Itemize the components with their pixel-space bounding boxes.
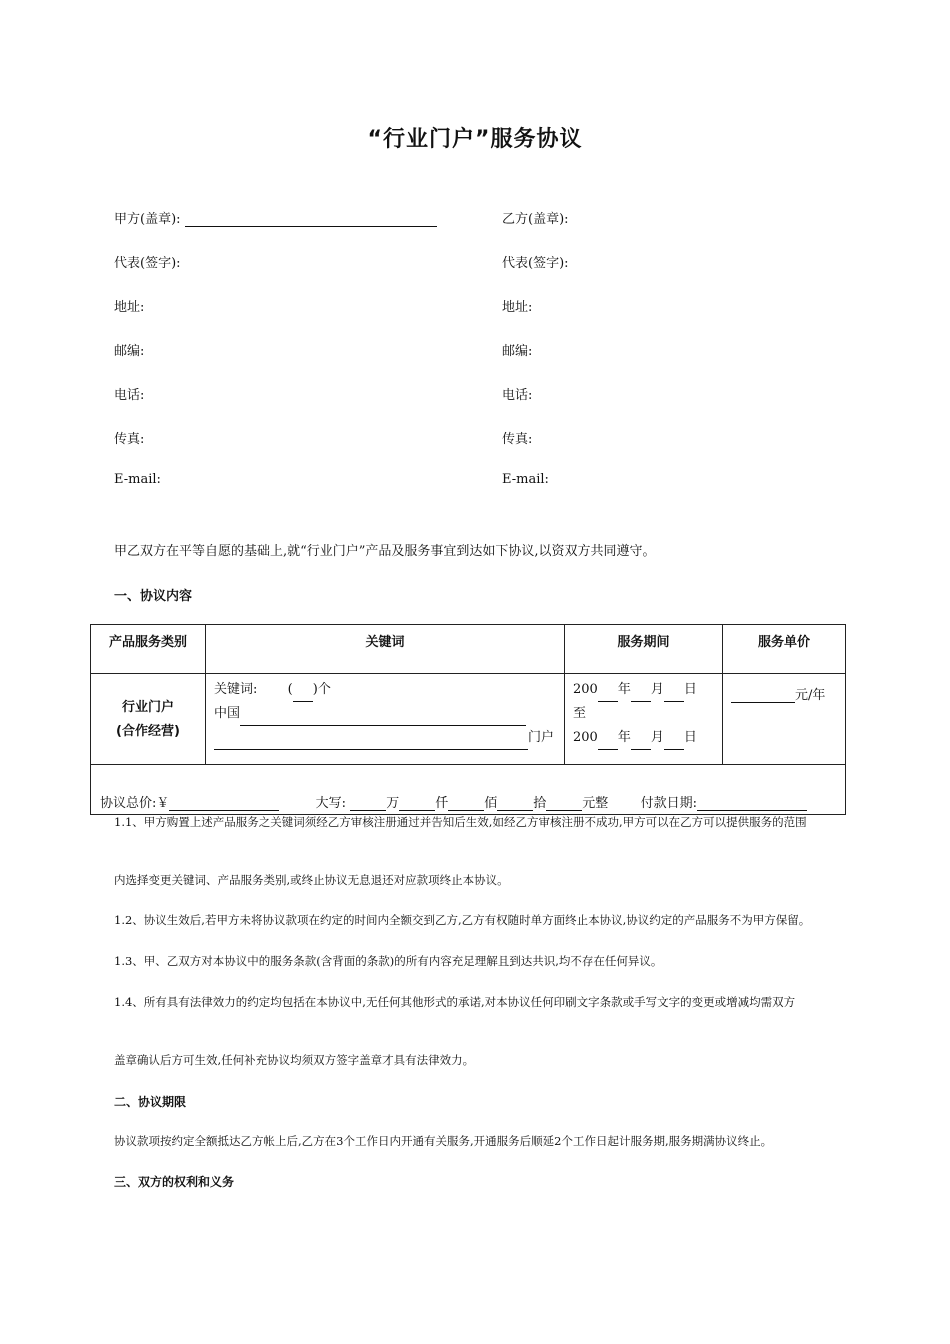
- intro-paragraph: 甲乙双方在平等自愿的基础上,就“行业门户”产品及服务事宜到达如下协议,以资双方共同遵守。: [114, 544, 656, 559]
- section-2-heading: 二、协议期限: [114, 1095, 187, 1109]
- keyword-paren-close: )个: [312, 682, 331, 697]
- keyword-blank-1[interactable]: [240, 711, 526, 726]
- page-title: “行业门户”服务协议: [367, 127, 583, 152]
- period-start-ri: 日: [683, 682, 697, 697]
- total-row: [91, 765, 846, 815]
- keyword-cell: [206, 674, 565, 765]
- keyword-portal: 门户: [528, 730, 555, 745]
- period-start-year-blank[interactable]: [598, 687, 618, 702]
- clause-1-2: 1.2、协议生效后,若甲方未将协议款项在约定的时间内全额交到乙方,乙方有权随时单方面终止本协议,协议约定的产品服务不为甲方保留。: [114, 913, 811, 927]
- header-category: 产品服务类别: [91, 625, 206, 674]
- category-name: 行业门户: [121, 700, 174, 715]
- qian-label: 仟: [435, 796, 449, 811]
- period-end-ri: 日: [683, 730, 697, 745]
- period-end-year-blank[interactable]: [598, 735, 618, 750]
- total-amount-blank[interactable]: [169, 796, 279, 811]
- yuanzheng-label: 元整: [582, 796, 609, 811]
- qian-blank[interactable]: [399, 796, 435, 811]
- party-b-seal: 乙方(盖章):: [502, 212, 569, 227]
- bai-label: 佰: [484, 796, 498, 811]
- period-end-yue: 月: [650, 730, 664, 745]
- keyword-blank-2[interactable]: [214, 735, 528, 750]
- period-end-year: 200: [573, 730, 598, 745]
- party-a-rep: 代表(签字):: [114, 256, 181, 271]
- clause-1-1-line2: 内选择变更关键词、产品服务类别,或终止协议无息退还对应款项终止本协议。: [114, 873, 509, 887]
- period-cell: [565, 674, 723, 765]
- party-b-fax: 传真:: [502, 432, 533, 447]
- clause-1-3: 1.3、甲、乙双方对本协议中的服务条款(含背面的条款)的所有内容充足理解且到达共识,均不存在任何异议。: [114, 954, 663, 968]
- section-2-text: 协议款项按约定全额抵达乙方帐上后,乙方在3个工作日内开通有关服务,开通服务后顺延2个工作日起计服务期,服务期满协议终止。: [114, 1134, 773, 1148]
- header-period: 服务期间: [565, 625, 723, 674]
- period-end-month-blank[interactable]: [631, 735, 651, 750]
- price-blank[interactable]: [731, 688, 795, 703]
- party-b-phone: 电话:: [502, 388, 533, 403]
- clause-1-1-line1: 1.1、甲方购置上述产品服务之关键词须经乙方审核注册通过并告知后生效,如经乙方审核注册不成功,甲方可以在乙方可以提供服务的范围: [114, 815, 807, 829]
- header-price: 服务单价: [723, 625, 846, 674]
- party-b-email: E-mail:: [502, 472, 549, 487]
- party-b-postcode: 邮编:: [502, 344, 533, 359]
- pay-date-label: 付款日期:: [640, 796, 697, 811]
- shi-blank[interactable]: [497, 796, 533, 811]
- party-a-phone: 电话:: [114, 388, 145, 403]
- period-end-nian: 年: [617, 730, 631, 745]
- party-a-seal-line[interactable]: [185, 212, 437, 227]
- total-label: 协议总价:￥: [100, 796, 170, 811]
- party-a-fax: 传真:: [114, 432, 145, 447]
- keyword-label: 关键词:: [214, 682, 258, 697]
- party-b-address: 地址:: [502, 300, 533, 315]
- category-cell: [91, 674, 206, 765]
- wan-blank[interactable]: [350, 796, 386, 811]
- yuan-blank[interactable]: [546, 796, 582, 811]
- bai-blank[interactable]: [448, 796, 484, 811]
- period-start-day-blank[interactable]: [664, 687, 684, 702]
- header-keyword: 关键词: [206, 625, 565, 674]
- period-end-day-blank[interactable]: [664, 735, 684, 750]
- section-3-heading: 三、双方的权利和义务: [114, 1175, 235, 1189]
- keyword-china: 中国: [214, 706, 241, 721]
- daxie-label: 大写:: [315, 796, 347, 811]
- wan-label: 万: [386, 796, 400, 811]
- price-cell: [723, 674, 846, 765]
- shi-label: 拾: [533, 796, 547, 811]
- period-start-month-blank[interactable]: [631, 687, 651, 702]
- keyword-paren-open: (: [287, 682, 293, 697]
- party-a-seal-label: 甲方(盖章):: [114, 212, 181, 227]
- clause-1-4-line1: 1.4、所有具有法律效力的约定均包括在本协议中,无任何其他形式的承诺,对本协议任何印刷文字条款或手写文字的变更或增减均需双方: [114, 995, 796, 1009]
- period-to: 至: [573, 706, 587, 721]
- price-unit: 元/年: [795, 688, 826, 703]
- party-a-address: 地址:: [114, 300, 145, 315]
- agreement-table: [90, 624, 846, 815]
- period-start-nian: 年: [617, 682, 631, 697]
- party-a-seal: [114, 208, 437, 227]
- pay-date-blank[interactable]: [697, 796, 807, 811]
- clause-1-4-line2: 盖章确认后方可生效,任何补充协议均须双方签字盖章才具有法律效力。: [114, 1053, 475, 1067]
- period-start-year: 200: [573, 682, 598, 697]
- party-a-postcode: 邮编:: [114, 344, 145, 359]
- party-b-rep: 代表(签字):: [502, 256, 569, 271]
- party-a-email: E-mail:: [114, 472, 161, 487]
- keyword-count-blank[interactable]: [293, 687, 313, 702]
- category-note: (合作经营): [116, 724, 180, 739]
- period-start-yue: 月: [650, 682, 664, 697]
- section-1-heading: 一、协议内容: [114, 589, 193, 604]
